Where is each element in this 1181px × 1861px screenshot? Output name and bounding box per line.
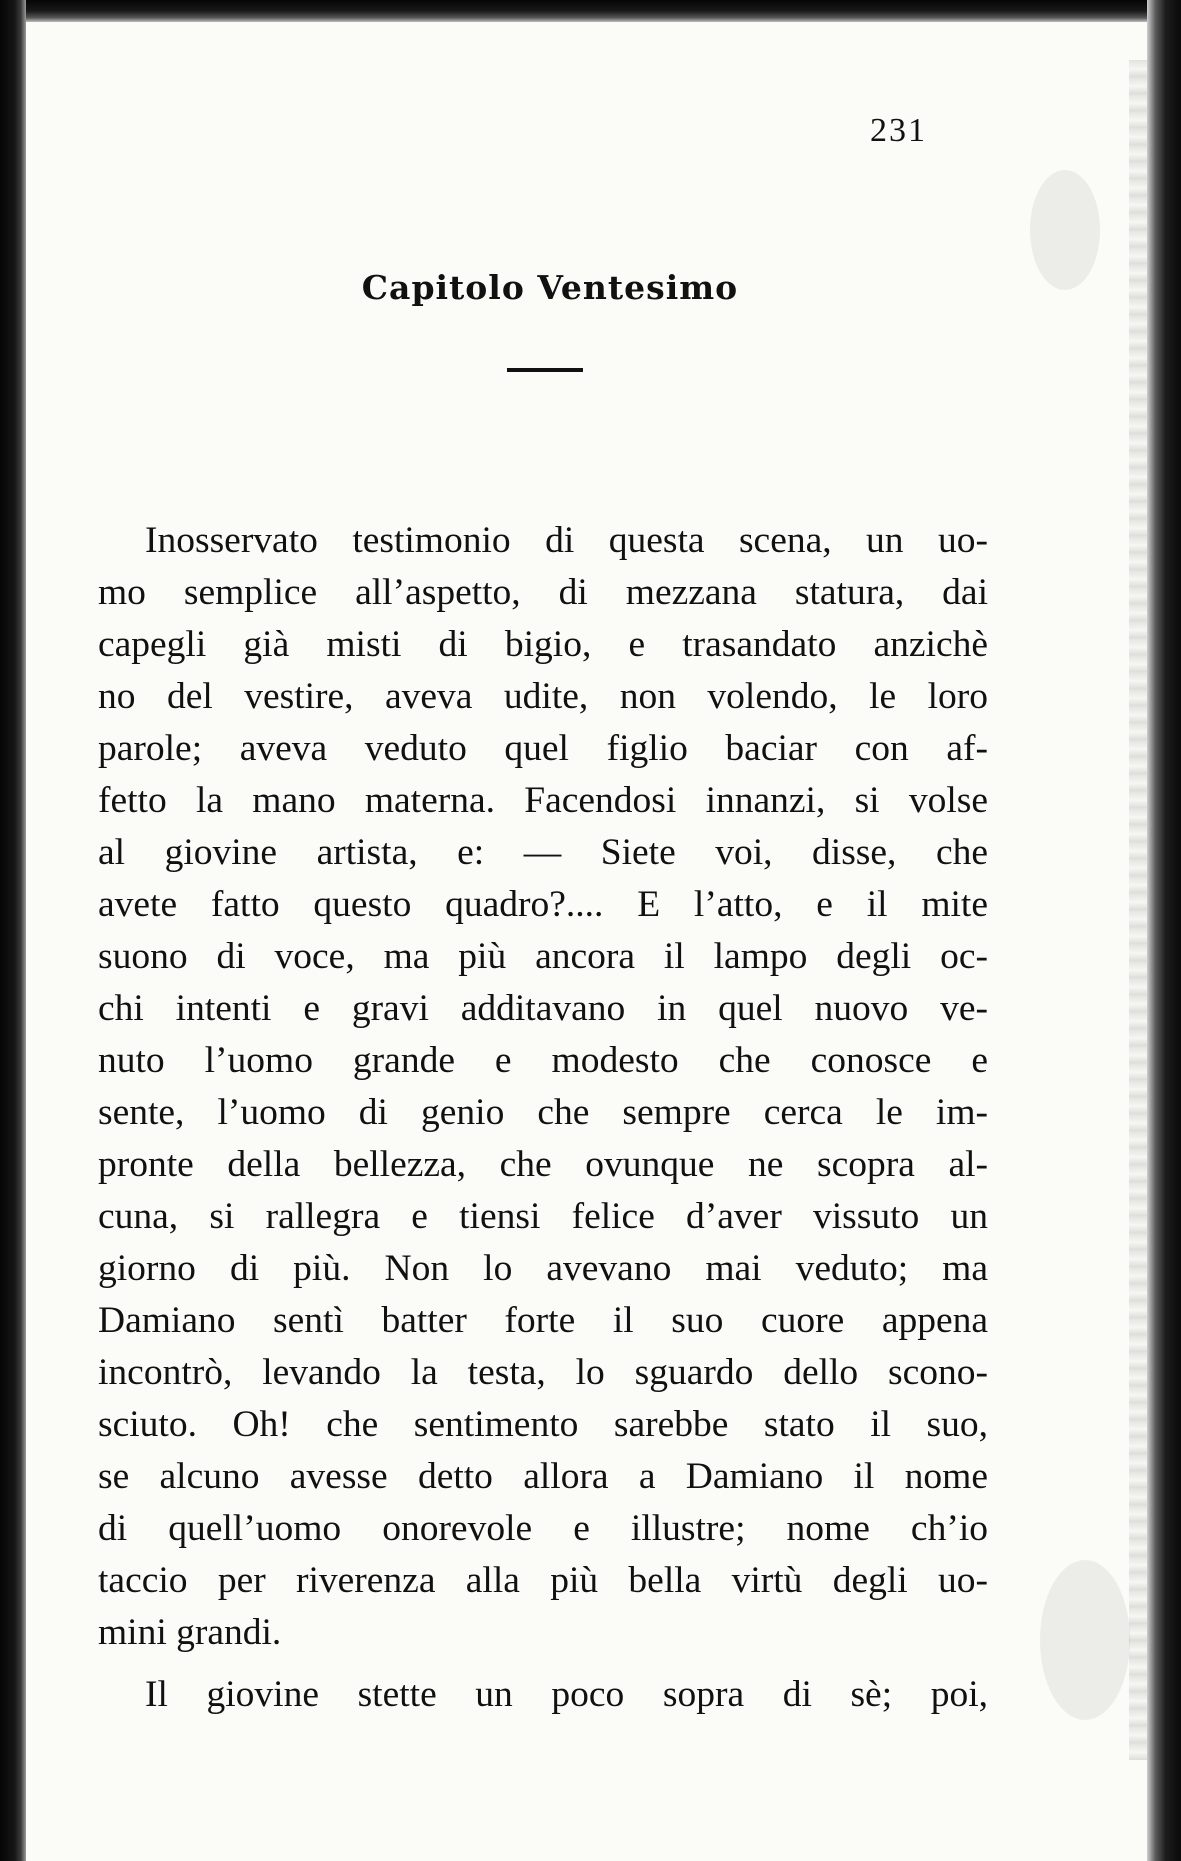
text-line: nuto l’uomo grande e modesto che conosce e bbox=[98, 1040, 988, 1081]
text-line: capegli già misti di bigio, e trasandato anzichè bbox=[98, 624, 988, 665]
text-line: se alcuno avesse detto allora a Damiano il nome bbox=[98, 1456, 988, 1497]
page-edge-shadow bbox=[1129, 60, 1147, 1760]
scan-edge-top bbox=[0, 0, 1181, 22]
text-line: incontrò, levando la testa, lo sguardo dello scono- bbox=[98, 1352, 988, 1393]
text-line: fetto la mano materna. Facendosi innanzi, si volse bbox=[98, 780, 988, 821]
text-line: suono di voce, ma più ancora il lampo degli oc- bbox=[98, 936, 988, 977]
paragraph-2 bbox=[98, 1669, 988, 1721]
text-line: giorno di più. Non lo avevano mai veduto; ma bbox=[98, 1248, 988, 1289]
text-line: Il giovine stette un poco sopra di sè; poi, bbox=[145, 1674, 988, 1715]
text-line: parole; aveva veduto quel figlio baciar con af- bbox=[98, 728, 988, 769]
text-line: sciuto. Oh! che sentimento sarebbe stato il suo, bbox=[98, 1404, 988, 1445]
text-line: Damiano sentì batter forte il suo cuore appena bbox=[98, 1300, 988, 1341]
text-line: chi intenti e gravi additavano in quel nuovo ve- bbox=[98, 988, 988, 1029]
text-line: no del vestire, aveva udite, non volendo, le loro bbox=[98, 676, 988, 717]
scan-edge-left bbox=[0, 0, 26, 1861]
text-line: avete fatto questo quadro?.... E l’atto, e il mite bbox=[98, 884, 988, 925]
text-line: al giovine artista, e: — Siete voi, disse, che bbox=[98, 832, 988, 873]
text-line: Inosservato testimonio di questa scena, un uo- bbox=[145, 520, 988, 561]
body-text bbox=[98, 515, 988, 1721]
text-line: mini grandi. bbox=[98, 1612, 282, 1653]
paper-stain bbox=[1030, 170, 1100, 290]
scan-edge-right bbox=[1147, 0, 1181, 1861]
text-line: di quell’uomo onorevole e illustre; nome ch’io bbox=[98, 1508, 988, 1549]
text-line: pronte della bellezza, che ovunque ne scopra al- bbox=[98, 1144, 988, 1185]
chapter-title: Capitolo Ventesimo bbox=[361, 268, 739, 307]
paragraph-1 bbox=[98, 515, 988, 1659]
paper-stain bbox=[1040, 1560, 1130, 1720]
text-line: cuna, si rallegra e tiensi felice d’aver vissuto un bbox=[98, 1196, 988, 1237]
text-line: sente, l’uomo di genio che sempre cerca le im- bbox=[98, 1092, 988, 1133]
page-number: 231 bbox=[870, 112, 927, 149]
text-line: taccio per riverenza alla più bella virtù degli uo- bbox=[98, 1560, 988, 1601]
text-line: mo semplice all’aspetto, di mezzana statura, dai bbox=[98, 572, 988, 613]
title-rule bbox=[507, 368, 583, 372]
paragraph-gap bbox=[98, 1659, 988, 1669]
